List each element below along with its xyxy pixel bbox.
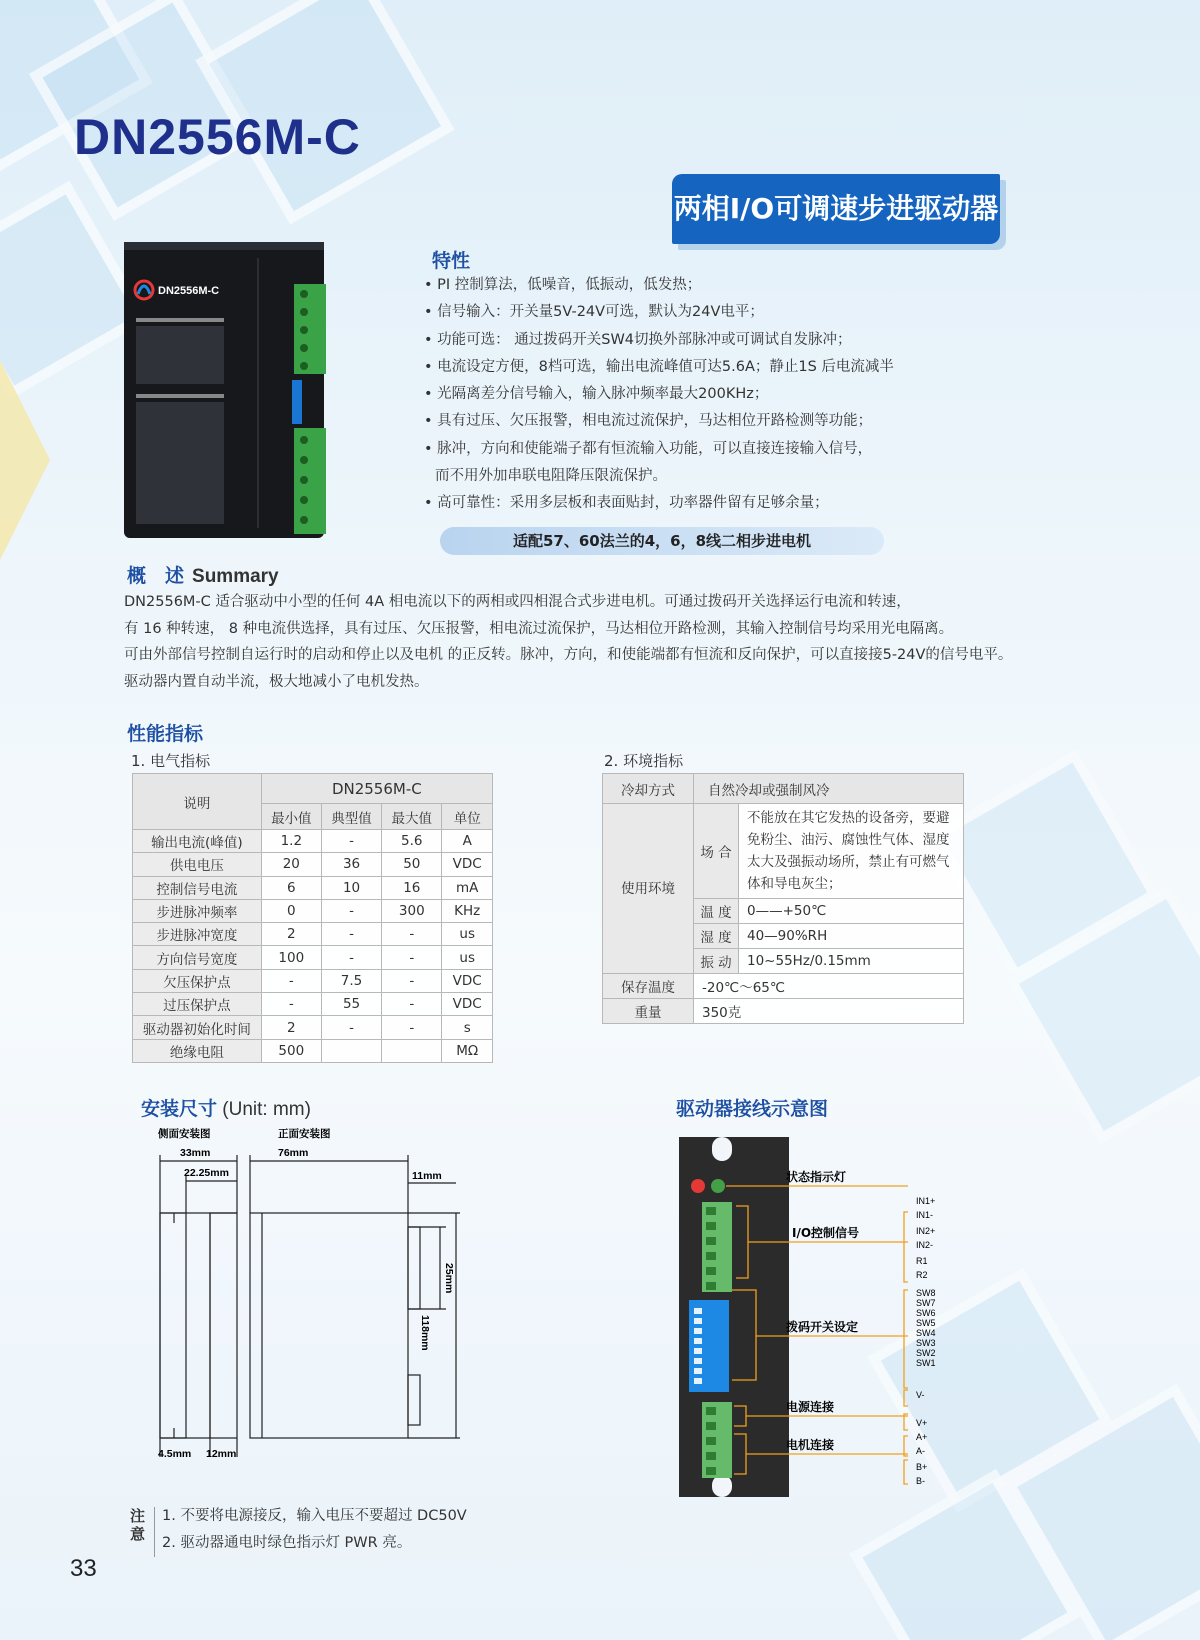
summary-line: 可由外部信号控制自运行时的启动和停止以及电机 的正反转。脉冲，方向，和使能端都有恒流和反向保护，可以直接接5-24V的信号电平。 xyxy=(124,647,1013,663)
cell: 55 xyxy=(321,993,381,1016)
row-label: 保存温度 xyxy=(603,974,694,999)
cell: 0 xyxy=(261,899,321,922)
cell: 500 xyxy=(261,1039,321,1062)
terminal-label: SW4 xyxy=(916,1328,936,1338)
bracket-a-terms xyxy=(904,1436,908,1456)
terminal-pin xyxy=(706,1467,716,1475)
cell: - xyxy=(321,1016,381,1039)
temperature-value: 0——+50℃ xyxy=(739,899,964,924)
status-led-label: 状态指示灯 xyxy=(786,1170,847,1184)
terminal-label: B+ xyxy=(916,1462,928,1472)
cell: 16 xyxy=(382,876,442,899)
bracket-io-terms xyxy=(904,1212,908,1282)
background-decoration xyxy=(0,360,50,560)
terminal-label: SW5 xyxy=(916,1318,936,1328)
cell: 10 xyxy=(321,876,381,899)
bracket-b-terms xyxy=(904,1460,908,1484)
cell: 100 xyxy=(261,946,321,969)
cell: - xyxy=(261,993,321,1016)
terminal-screw xyxy=(300,344,308,352)
note-item: 1. 不要将电源接反，输入电压不要超过 DC50V xyxy=(162,1508,467,1524)
dip-switch xyxy=(292,380,302,424)
terminal-pin xyxy=(706,1267,716,1275)
notes-divider xyxy=(154,1507,155,1557)
motor-compatibility-pill: 适配57、60法兰的4，6，8线二相步进电机 xyxy=(440,527,884,555)
environment-subtitle: 2. 环境指标 xyxy=(604,752,684,770)
cell: us xyxy=(442,923,493,946)
electrical-subtitle: 1. 电气指标 xyxy=(131,752,211,770)
feature-item-continued: 而不用外加串联电阻降压限流保护。 xyxy=(435,468,667,485)
cell: - xyxy=(382,1016,442,1039)
row-label: 驱动器初始化时间 xyxy=(133,1016,262,1039)
cell xyxy=(382,1039,442,1062)
terminal-label: SW6 xyxy=(916,1308,936,1318)
terminal-screw xyxy=(300,308,308,316)
cell: MΩ xyxy=(442,1039,493,1062)
cell: - xyxy=(382,993,442,1016)
cell: 7.5 xyxy=(321,969,381,992)
dim-76mm: 76mm xyxy=(278,1147,309,1159)
terminal-label: IN2- xyxy=(916,1240,934,1250)
row-label: 重量 xyxy=(603,999,694,1024)
signal-terminal-block xyxy=(294,284,326,374)
cell: - xyxy=(382,923,442,946)
terminal-label: IN1- xyxy=(916,1210,934,1220)
wiring-diagram-title: 驱动器接线示意图 xyxy=(676,1098,829,1120)
power-connection-label: 电源连接 xyxy=(786,1400,835,1414)
power-led-icon xyxy=(711,1179,725,1193)
terminal-screw xyxy=(300,326,308,334)
side-view-label: 侧面安装图 xyxy=(158,1128,211,1140)
performance-title: 性能指标 xyxy=(127,723,204,745)
row-label: 输出电流(峰值) xyxy=(133,830,262,853)
table-row xyxy=(133,899,493,922)
row-label: 冷却方式 xyxy=(603,774,694,804)
terminal-label: V- xyxy=(916,1390,925,1400)
dim-22mm: 22.25mm xyxy=(184,1167,229,1179)
install-dimensions-title xyxy=(141,1094,311,1121)
cell: - xyxy=(321,923,381,946)
front-view-terminal xyxy=(408,1375,420,1425)
notes-label: 注意 xyxy=(130,1507,146,1543)
row-label: 控制信号电流 xyxy=(133,876,262,899)
notes-items xyxy=(162,1503,467,1557)
cell: VDC xyxy=(442,969,493,992)
cell: A xyxy=(442,830,493,853)
terminal-label: B- xyxy=(916,1476,925,1486)
cell: VDC xyxy=(442,993,493,1016)
row-label: 使用环境 xyxy=(603,804,694,974)
page-number: 33 xyxy=(70,1555,97,1582)
table-print xyxy=(136,326,224,384)
occasion-value: 不能放在其它发热的设备旁，要避免粉尘、油污、腐蚀性气体、湿度太大及强振动场所，禁止有可燃气体和导电灰尘； xyxy=(739,804,964,899)
column-header-description: 说明 xyxy=(133,774,262,830)
terminal-screw xyxy=(300,290,308,298)
table-row xyxy=(133,969,493,992)
note-item: 2. 驱动器通电时绿色指示灯 PWR 亮。 xyxy=(162,1535,412,1551)
product-photo xyxy=(118,238,340,542)
dip-toggle xyxy=(694,1318,702,1324)
terminal-pin xyxy=(706,1207,716,1215)
dim-4-5mm: 4.5mm xyxy=(158,1448,192,1460)
feature-item: • 高可靠性：采用多层板和表面贴封，功率器件留有足够余量； xyxy=(424,495,829,512)
humidity-label: 湿 度 xyxy=(694,924,739,949)
terminal-label: SW8 xyxy=(916,1288,936,1298)
cell: - xyxy=(382,969,442,992)
cooling-value: 自然冷却或强制风冷 xyxy=(694,774,964,804)
row-label: 绝缘电阻 xyxy=(133,1039,262,1062)
cell: 300 xyxy=(382,899,442,922)
features-title: 特性 xyxy=(432,250,471,272)
summary-line: DN2556M-C 适合驱动中小型的任何 4A 相电流以下的两相或四相混合式步进电机。可通过拨码开关选择运行电流和转速， xyxy=(124,594,911,610)
dip-toggle xyxy=(694,1358,702,1364)
temperature-label: 温 度 xyxy=(694,899,739,924)
terminal-pin xyxy=(706,1222,716,1230)
bracket-sw-terms xyxy=(904,1290,908,1388)
table-row xyxy=(133,1039,493,1062)
row-label: 步进脉冲频率 xyxy=(133,899,262,922)
side-view-body xyxy=(160,1213,210,1438)
terminal-pin xyxy=(706,1237,716,1245)
terminal-screw xyxy=(300,516,308,524)
row-label: 方向信号宽度 xyxy=(133,946,262,969)
terminal-label: A+ xyxy=(916,1432,928,1442)
wiring-diagram xyxy=(676,1130,966,1510)
table-row xyxy=(133,876,493,899)
terminal-screw xyxy=(300,496,308,504)
cell: - xyxy=(382,946,442,969)
alarm-led-icon xyxy=(691,1179,705,1193)
io-signal-label: I/O控制信号 xyxy=(792,1226,860,1240)
cell: - xyxy=(321,946,381,969)
row-label: 步进脉冲宽度 xyxy=(133,923,262,946)
terminal-screw xyxy=(300,456,308,464)
feature-item: • 信号输入：开关量5V-24V可选，默认为24V电平； xyxy=(424,304,764,321)
table-print xyxy=(136,318,224,322)
table-row xyxy=(133,993,493,1016)
summary-text xyxy=(124,589,1124,695)
terminal-label: IN1+ xyxy=(916,1196,936,1206)
dip-toggle xyxy=(694,1308,702,1314)
environment-spec-table xyxy=(602,773,964,1024)
occasion-label: 场 合 xyxy=(694,804,739,899)
table-row xyxy=(133,923,493,946)
io-terminal-block xyxy=(702,1202,732,1292)
terminal-screw xyxy=(300,436,308,444)
cell: 5.6 xyxy=(382,830,442,853)
dim-11mm: 11mm xyxy=(412,1170,442,1182)
cell xyxy=(321,1039,381,1062)
feature-item: • 光隔离差分信号输入，输入脉冲频率最大200KHz； xyxy=(424,386,769,403)
model-title: DN2556M-C xyxy=(74,109,361,165)
front-view-body xyxy=(250,1213,408,1438)
features-list xyxy=(424,272,904,518)
driver-top-edge xyxy=(124,242,324,250)
cell: 6 xyxy=(261,876,321,899)
terminal-pin xyxy=(706,1252,716,1260)
terminal-pin xyxy=(706,1437,716,1445)
terminal-screw xyxy=(300,476,308,484)
driver-label: DN2556M-C xyxy=(158,285,220,297)
summary-title-cn: 概 述 xyxy=(127,565,185,587)
bracket-v-minus xyxy=(904,1390,908,1406)
terminal-label: A- xyxy=(916,1446,925,1456)
feature-item: • 具有过压、欠压报警，相电流过流保护，马达相位开路检测等功能； xyxy=(424,413,873,430)
front-view-terminal xyxy=(408,1227,420,1309)
table-row xyxy=(133,1016,493,1039)
install-title-unit: (Unit: mm) xyxy=(217,1099,311,1120)
terminal-pin xyxy=(706,1407,716,1415)
terminal-label: SW2 xyxy=(916,1348,936,1358)
terminal-label: SW3 xyxy=(916,1338,936,1348)
vibration-label: 振 动 xyxy=(694,949,739,974)
dip-toggle xyxy=(694,1368,702,1374)
dip-toggle xyxy=(694,1378,702,1384)
cell: KHz xyxy=(442,899,493,922)
feature-item: • PI 控制算法，低噪音，低振动，低发热； xyxy=(424,277,702,293)
product-type-banner: 两相I/O可调速步进驱动器 xyxy=(672,174,1000,244)
table-print xyxy=(136,402,224,524)
column-header-model: DN2556M-C xyxy=(261,774,492,804)
terminal-label: SW7 xyxy=(916,1298,936,1308)
power-terminal-block xyxy=(294,428,326,534)
cell: s xyxy=(442,1016,493,1039)
column-header-max: 最大值 xyxy=(382,804,442,830)
table-row xyxy=(133,830,493,853)
terminal-screw xyxy=(300,362,308,370)
terminal-pin xyxy=(706,1422,716,1430)
front-view-label: 正面安装图 xyxy=(278,1128,331,1140)
cell: 2 xyxy=(261,923,321,946)
column-header-unit: 单位 xyxy=(442,804,493,830)
dip-toggle xyxy=(694,1328,702,1334)
cell: 2 xyxy=(261,1016,321,1039)
cell: us xyxy=(442,946,493,969)
install-dimension-drawing xyxy=(150,1125,460,1470)
cell: VDC xyxy=(442,853,493,876)
cell: 1.2 xyxy=(261,830,321,853)
terminal-label: V+ xyxy=(916,1418,928,1428)
terminal-label: R1 xyxy=(916,1256,928,1266)
summary-title-en: Summary xyxy=(192,566,279,587)
vibration-value: 10~55Hz/0.15mm xyxy=(739,949,964,974)
cell: 50 xyxy=(382,853,442,876)
side-view-panel xyxy=(160,1213,186,1438)
terminal-label: R2 xyxy=(916,1270,928,1280)
summary-line: 驱动器内置自动半流，极大地减小了电机发热。 xyxy=(124,673,429,690)
table-print xyxy=(136,394,224,398)
dim-25mm: 25mm xyxy=(443,1263,455,1294)
mounting-slot xyxy=(712,1475,732,1497)
motor-connection-label: 电机连接 xyxy=(786,1438,835,1452)
cell: - xyxy=(321,899,381,922)
install-title-cn: 安装尺寸 xyxy=(141,1098,218,1120)
cell: 20 xyxy=(261,853,321,876)
cell: mA xyxy=(442,876,493,899)
terminal-pin xyxy=(706,1452,716,1460)
dim-12mm: 12mm xyxy=(206,1448,237,1460)
column-header-typ: 典型值 xyxy=(321,804,381,830)
dip-switch-label: 拨码开关设定 xyxy=(786,1320,859,1334)
summary-line: 有 16 种转速， 8 种电流供选择，具有过压、欠压报警，相电流过流保护，马达相位开路检测，其输入控制信号均采用光电隔离。 xyxy=(124,620,954,637)
row-label: 供电电压 xyxy=(133,853,262,876)
dim-33mm: 33mm xyxy=(180,1147,211,1159)
terminal-pin xyxy=(706,1282,716,1290)
cell: 36 xyxy=(321,853,381,876)
cell: - xyxy=(261,969,321,992)
side-view-heatsink xyxy=(210,1213,237,1438)
storage-value: -20℃～65℃ xyxy=(694,974,964,999)
column-header-min: 最小值 xyxy=(261,804,321,830)
terminal-label: SW1 xyxy=(916,1358,936,1368)
cell: - xyxy=(321,830,381,853)
row-label: 欠压保护点 xyxy=(133,969,262,992)
dip-toggle xyxy=(694,1338,702,1344)
dim-118mm: 118mm xyxy=(419,1315,431,1351)
feature-item: • 功能可选： 通过拨码开关SW4切换外部脉冲或可调试自发脉冲； xyxy=(424,331,852,348)
row-label: 过压保护点 xyxy=(133,993,262,1016)
weight-value: 350克 xyxy=(694,999,964,1024)
feature-item: • 电流设定方便，8档可选，输出电流峰值可达5.6A；静止1S 后电流减半 xyxy=(424,358,894,375)
feature-item: • 脉冲，方向和使能端子都有恒流输入功能，可以直接连接输入信号， xyxy=(424,440,873,457)
electrical-spec-table xyxy=(132,773,493,1063)
humidity-value: 40—90%RH xyxy=(739,924,964,949)
table-row xyxy=(133,946,493,969)
summary-title xyxy=(127,561,279,588)
dip-toggle xyxy=(694,1348,702,1354)
terminal-label: IN2+ xyxy=(916,1226,936,1236)
table-row xyxy=(133,853,493,876)
mounting-slot xyxy=(712,1137,732,1161)
